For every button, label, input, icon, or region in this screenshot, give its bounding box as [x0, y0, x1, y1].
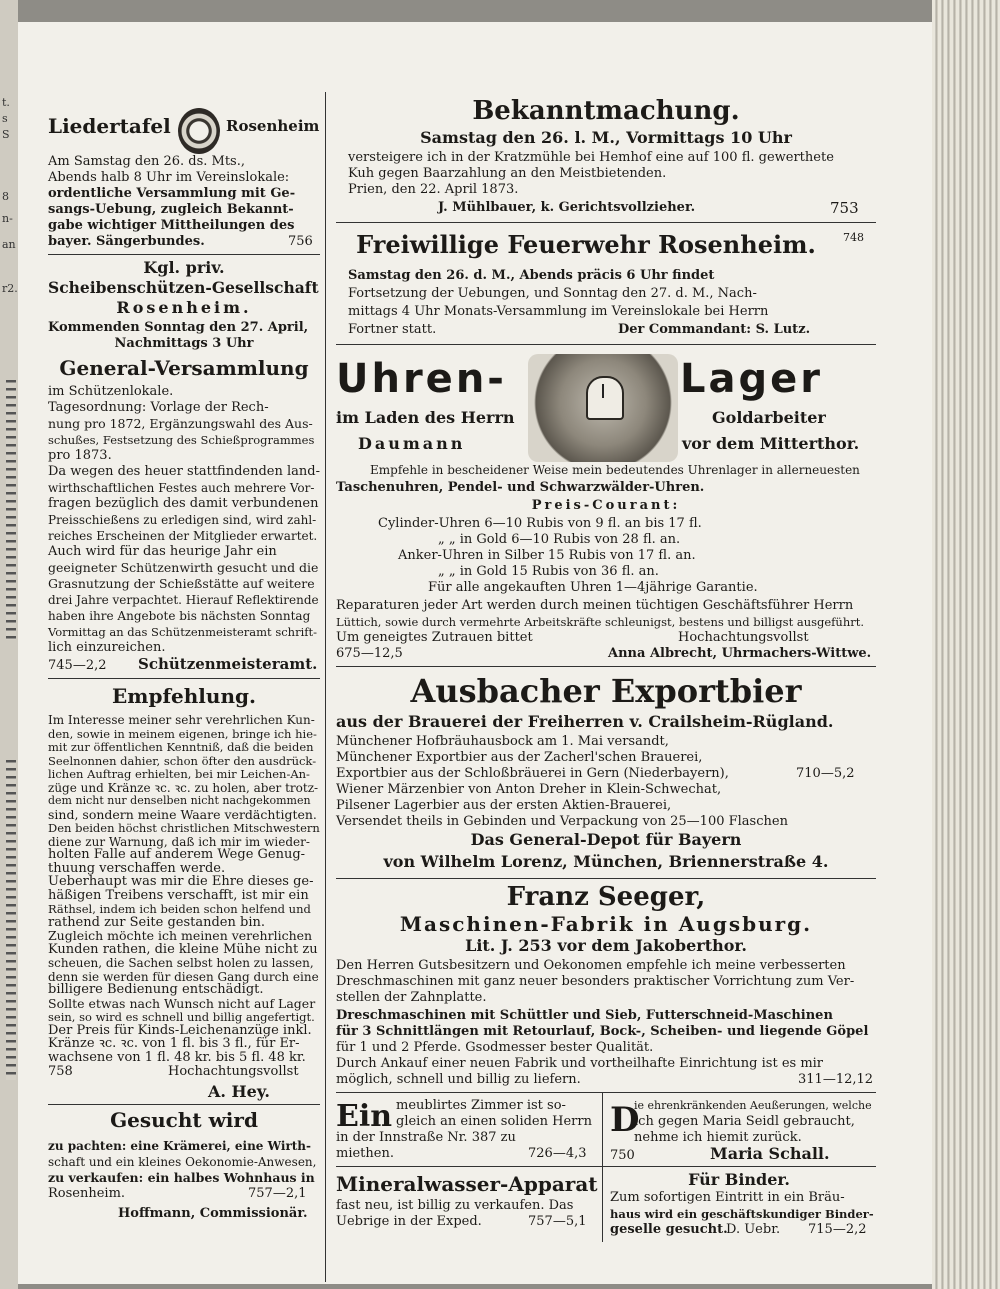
- ad-divider: [336, 222, 876, 223]
- binder-body: Zum sofortigen Eintritt in ein Bräu-: [610, 1190, 845, 1205]
- uhren-intro: Taschenuhren, Pendel- und Schwarzwälder-Uhren.: [336, 480, 705, 495]
- margin-fragment: an: [2, 238, 16, 251]
- body-line: lich einzureichen.: [48, 640, 166, 655]
- ad-number: 748: [843, 231, 864, 244]
- uhren-intro: Empfehle in bescheidener Weise mein bedeutendes Uhrenlager in allerneuesten: [370, 463, 860, 477]
- schuetzen-signature: Schützenmeisteramt.: [138, 655, 318, 673]
- ad-divider: [48, 254, 320, 255]
- body-line: Räthsel, indem ich beiden schon helfend und: [48, 902, 311, 916]
- liedertafel-title-left: Liedertafel: [48, 114, 171, 138]
- zimmer-initial: Ein: [336, 1099, 393, 1134]
- feuerwehr-heading: Freiwillige Feuerwehr Rosenheim.: [356, 230, 816, 259]
- margin-fragment: S: [2, 128, 10, 141]
- uhren-sub: im Laden des Herrn: [336, 408, 515, 427]
- body-line: haben ihre Angebote bis nächsten Sonntag: [48, 609, 311, 623]
- uhren-body: Reparaturen jeder Art werden durch meinen tüchtigen Geschäftsführer Herrn: [336, 598, 854, 613]
- ad-divider: [336, 344, 876, 345]
- seeger-sub: Maschinen-Fabrik in Augsburg.: [399, 912, 813, 936]
- ad-number: 756: [288, 234, 313, 249]
- ad-number: 715—2,2: [808, 1222, 867, 1237]
- uhren-sub: Daumann: [358, 434, 466, 453]
- gesucht-heading: Gesucht wird: [110, 1108, 258, 1132]
- ad-divider: [336, 878, 876, 879]
- body-line: Da wegen des heuer stattfindenden land-: [48, 464, 320, 479]
- body-line: reiches Erscheinen der Mitglieder erwartet.: [48, 529, 318, 543]
- ad-number: 757—2,1: [248, 1186, 307, 1201]
- body-line: sein, so wird es schnell und billig angefertigt.: [48, 1010, 315, 1024]
- margin-fragment: t.: [2, 96, 10, 109]
- exportbier-sub: aus der Brauerei der Freiherren v. Crailsheim-Rügland.: [336, 712, 834, 731]
- uhren-sub: Goldarbeiter: [712, 408, 826, 427]
- body-line: Tagesordnung: Vorlage der Rech-: [48, 400, 269, 415]
- mineralwasser-body: fast neu, ist billig zu verkaufen. Das: [336, 1198, 574, 1213]
- body-line: Den beiden höchst christlichen Mitschwestern: [48, 821, 320, 835]
- liedertafel-title-right: Rosenheim: [226, 117, 320, 135]
- body-line: holten Falle auf anderem Wege Genug-: [48, 847, 306, 862]
- binder-signature: D. Uebr.: [726, 1222, 781, 1237]
- uhren-sub: vor dem Mitterthor.: [682, 434, 860, 453]
- exportbier-line: Exportbier aus der Schloßbräuerei in Gern (Niederbayern),: [336, 766, 729, 781]
- body-line: geeigneter Schützenwirth gesucht und die: [48, 560, 319, 575]
- body-line: pro 1873.: [48, 448, 112, 463]
- schuetzen-line: Kgl. priv.: [143, 258, 225, 277]
- seeger-body: für 1 und 2 Pferde. Gsodmesser bester Qualität.: [336, 1040, 654, 1055]
- liedertafel-line: ordentliche Versammlung mit Ge-: [48, 186, 296, 201]
- liedertafel-line: bayer. Sängerbundes.: [48, 234, 205, 249]
- schall-body: nehme ich hiemit zurück.: [634, 1130, 802, 1145]
- body-line: wachsene von 1 fl. 48 kr. bis 5 fl. 48 kr.: [48, 1049, 306, 1065]
- schall-initial: D: [610, 1100, 640, 1140]
- body-line: im Schützenlokale.: [48, 384, 174, 399]
- exportbier-line: Wiener Märzenbier von Anton Dreher in Klein-Schwechat,: [336, 782, 722, 797]
- ad-divider: [48, 1104, 320, 1105]
- bekanntmachung-heading: Bekanntmachung.: [472, 96, 740, 126]
- feuerwehr-body: Fortsetzung der Uebungen, und Sonntag den 27. d. M., Nach-: [348, 286, 757, 301]
- empfehlung-heading: Empfehlung.: [112, 684, 256, 708]
- margin-fragment: 8: [2, 190, 9, 203]
- ad-number: 311—12,12: [798, 1072, 874, 1087]
- gesucht-line: schaft und ein kleines Oekonomie-Anwesen,: [48, 1155, 317, 1169]
- ad-divider: [602, 1166, 876, 1167]
- margin-table-strip: [6, 380, 16, 640]
- body-line: dem nicht nur denselben nicht nachgekommen: [48, 794, 311, 807]
- exportbier-depot: von Wilhelm Lorenz, München, Briennerstraße 4.: [383, 852, 829, 871]
- book-spine-edge: [932, 0, 1000, 1289]
- ad-divider: [336, 1166, 602, 1167]
- ad-divider: [336, 666, 876, 667]
- margin-fragment: s: [2, 112, 8, 125]
- uhren-body: Um geneigtes Zutrauen bittet: [336, 630, 533, 645]
- zimmer-body: meublirtes Zimmer ist so-: [396, 1098, 566, 1113]
- uhren-price: Anker-Uhren in Silber 15 Rubis von 17 fl. an.: [398, 548, 696, 563]
- seeger-body: für 3 Schnittlängen mit Retourlauf, Bock-, Scheiben- und liegende Göpel: [336, 1024, 869, 1039]
- body-line: Seelnonnen dahier, schon öfter den ausdrück-: [48, 753, 317, 768]
- exportbier-depot: Das General-Depot für Bayern: [470, 830, 742, 849]
- ad-number: 758: [48, 1064, 73, 1079]
- body-line: Grasnutzung der Schießstätte auf weitere: [48, 576, 315, 591]
- binder-heading: Für Binder.: [688, 1170, 790, 1189]
- ad-divider: [48, 678, 320, 679]
- ad-number: 745—2,2: [48, 658, 107, 673]
- body-line: scheuen, die Sachen selbst holen zu lassen,: [48, 956, 314, 970]
- liedertafel-line: gabe wichtiger Mittheilungen des: [48, 218, 295, 233]
- bekanntmachung-line: Samstag den 26. l. M., Vormittags 10 Uhr: [420, 128, 792, 147]
- schuetzen-line: Rosenheim.: [116, 298, 252, 317]
- body-line: Vormittag an das Schützenmeisteramt schrift-: [48, 625, 318, 639]
- liedertafel-line: Am Samstag den 26. ds. Mts.,: [48, 154, 245, 169]
- clock-hand-icon: [602, 384, 604, 398]
- body-line: Ueberhaupt was mir die Ehre dieses ge-: [48, 874, 314, 889]
- schuetzen-heading: General-Versammlung: [59, 356, 309, 380]
- body-line: fragen bezüglich des damit verbundenen: [48, 496, 319, 511]
- bekanntmachung-body: versteigere ich in der Kratzmühle bei Hemhof eine auf 100 fl. gewerthete: [348, 150, 834, 165]
- seeger-body: Durch Ankauf einer neuen Fabrik und vortheilhafte Einrichtung ist es mir: [336, 1056, 824, 1071]
- zimmer-body: in der Innstraße Nr. 387 zu: [336, 1130, 516, 1145]
- body-line: Der Preis für Kinds-Leichenanzüge inkl.: [48, 1022, 312, 1038]
- body-line: schußes, Festsetzung des Schießprogrammes: [48, 433, 315, 447]
- ad-number: 710—5,2: [796, 766, 855, 781]
- seeger-heading: Franz Seeger,: [506, 882, 706, 912]
- uhren-price: Für alle angekauften Uhren 1—4jährige Garantie.: [428, 580, 758, 595]
- exportbier-line: Pilsener Lagerbier aus der ersten Aktien-Brauerei,: [336, 798, 672, 813]
- empfehlung-signature: A. Hey.: [208, 1082, 270, 1101]
- ad-divider: [336, 1092, 876, 1093]
- seeger-body: möglich, schnell und billig zu liefern.: [336, 1072, 581, 1087]
- gesucht-signature: Hoffmann, Commissionär.: [118, 1206, 308, 1221]
- mineralwasser-heading: Mineralwasser-Apparat: [336, 1172, 598, 1196]
- feuerwehr-body: mittags 4 Uhr Monats-Versammlung im Vereinslokale bei Herrn: [348, 304, 769, 319]
- column-divider: [325, 92, 326, 1282]
- body-line: thuung verschaffen werde.: [48, 860, 226, 876]
- margin-fragment: r2.: [2, 282, 18, 295]
- empfehlung-greeting: Hochachtungsvollst: [168, 1064, 299, 1079]
- uhren-preis-heading: Preis-Courant:: [531, 498, 681, 513]
- zimmer-body: gleich an einen soliden Herrn: [396, 1114, 592, 1129]
- exportbier-heading: Ausbacher Exportbier: [410, 672, 802, 710]
- exportbier-line: Münchener Hofbräuhausbock am 1. Mai versandt,: [336, 734, 669, 749]
- margin-fragment: n-: [2, 212, 13, 225]
- bekanntmachung-body: Prien, den 22. April 1873.: [348, 182, 519, 197]
- ad-number: 726—4,3: [528, 1146, 587, 1161]
- body-line: Im Interesse meiner sehr verehrlichen Kun-: [48, 713, 315, 727]
- body-line: drei Jahre verpachtet. Hierauf Reflektirende: [48, 593, 319, 607]
- schuetzen-line: Scheibenschützen-Gesellschaft: [48, 278, 319, 297]
- ad-number: 757—5,1: [528, 1214, 587, 1229]
- liedertafel-line: sangs-Uebung, zugleich Bekannt-: [48, 202, 294, 217]
- schuetzen-line: Kommenden Sonntag den 27. April,: [48, 320, 309, 335]
- uhren-word-right: Lager: [680, 356, 823, 402]
- ad-number: 675—12,5: [336, 646, 403, 661]
- city-crest-icon: [178, 108, 220, 154]
- binder-body: geselle gesucht.: [610, 1222, 728, 1237]
- liedertafel-line: Abends halb 8 Uhr im Vereinslokale:: [48, 170, 290, 185]
- uhren-word-left: Uhren-: [336, 356, 507, 402]
- binder-body: haus wird ein geschäftskundiger Binder-: [610, 1207, 874, 1221]
- clock-illustration-icon: [528, 354, 678, 462]
- uhren-price: „ „ in Gold 15 Rubis von 36 fl. an.: [438, 564, 659, 579]
- body-line: Auch wird für das heurige Jahr ein: [48, 544, 277, 559]
- body-line: den, sowie in meinem eigenen, bringe ich hie-: [48, 726, 317, 741]
- body-line: billigere Bedienung entschädigt.: [48, 982, 264, 997]
- schall-body: ie ehrenkränkenden Aeußerungen, welche: [634, 1099, 872, 1112]
- clock-face-icon: [586, 376, 624, 420]
- newspaper-page: [18, 22, 934, 1284]
- schall-body: ich gegen Maria Seidl gebraucht,: [634, 1114, 855, 1129]
- bekanntmachung-body: Kuh gegen Baarzahlung an den Meistbietenden.: [348, 166, 667, 181]
- body-line: Sollte etwas nach Wunsch nicht auf Lager: [48, 995, 316, 1011]
- body-line: Preisschießens zu erledigen sind, wird zahl-: [48, 513, 317, 527]
- mineralwasser-body: Uebrige in der Exped.: [336, 1214, 482, 1229]
- exportbier-line: Versendet theils in Gebinden und Verpackung von 25—100 Flaschen: [336, 814, 788, 829]
- body-line: Zugleich möchte ich meinen verehrlichen: [48, 928, 313, 943]
- bekanntmachung-signature: J. Mühlbauer, k. Gerichtsvollzieher.: [438, 200, 696, 215]
- body-line: Kränze ꝛc. ꝛc. von 1 fl. bis 3 fl., für Er-: [48, 1036, 300, 1051]
- uhren-body: Lüttich, sowie durch vermehrte Arbeitskräfte schleunigst, bestens und billigst ausgeführt.: [336, 615, 865, 629]
- uhren-price: „ „ in Gold 6—10 Rubis von 28 fl. an.: [438, 532, 681, 547]
- body-line: diene zur Warnung, daß ich mir im wieder-: [48, 834, 310, 849]
- feuerwehr-body: Fortner statt.: [348, 322, 437, 337]
- uhren-greeting: Hochachtungsvollst: [678, 630, 809, 645]
- ad-number: 750: [610, 1148, 635, 1163]
- uhren-price: Cylinder-Uhren 6—10 Rubis von 9 fl. an bis 17 fl.: [378, 516, 702, 531]
- seeger-body: Den Herren Gutsbesitzern und Oekonomen empfehle ich meine verbesserten: [336, 958, 846, 973]
- gesucht-line: zu verkaufen: ein halbes Wohnhaus in: [48, 1170, 315, 1185]
- body-line: sind, sondern meine Waare verdächtigten.: [48, 806, 317, 822]
- body-line: rathend zur Seite gestanden bin.: [48, 914, 265, 930]
- body-line: häßigen Treibens verschafft, ist mir ein: [48, 887, 309, 903]
- body-line: nung pro 1872, Ergänzungswahl des Aus-: [48, 416, 313, 431]
- schuetzen-line: Nachmittags 3 Uhr: [114, 336, 254, 351]
- zimmer-body: miethen.: [336, 1146, 394, 1161]
- margin-table-strip: [6, 760, 16, 1080]
- seeger-body: stellen der Zahnplatte.: [336, 990, 487, 1005]
- uhren-signature: Anna Albrecht, Uhrmachers-Wittwe.: [608, 646, 872, 661]
- seeger-body: Dreschmaschinen mit Schüttler und Sieb, Futterschneid-Maschinen: [336, 1008, 833, 1023]
- column-divider: [602, 1092, 603, 1242]
- body-line: wirthschaftlichen Festes auch mehrere Vor-: [48, 481, 315, 495]
- ad-number: 753: [830, 199, 859, 217]
- schall-signature: Maria Schall.: [710, 1144, 830, 1163]
- gesucht-line: zu pachten: eine Krämerei, eine Wirth-: [48, 1139, 312, 1153]
- seeger-body: Dreschmaschinen mit ganz neuer besonders praktischer Vorrichtung zum Ver-: [336, 974, 855, 989]
- body-line: Kunden rathen, die kleine Mühe nicht zu: [48, 941, 318, 957]
- body-line: züge und Kränze ꝛc. ꝛc. zu holen, aber trotz-: [48, 780, 319, 795]
- seeger-sub: Lit. J. 253 vor dem Jakoberthor.: [465, 936, 747, 955]
- body-line: mit zur öffentlichen Kenntniß, daß die beiden: [48, 740, 314, 754]
- gesucht-line: Rosenheim.: [48, 1186, 126, 1201]
- body-line: denn sie werden für diesen Gang durch eine: [48, 969, 319, 984]
- feuerwehr-signature: Der Commandant: S. Lutz.: [618, 322, 811, 337]
- body-line: lichen Auftrag erhielten, bei mir Leichen-An-: [48, 767, 310, 781]
- feuerwehr-body: Samstag den 26. d. M., Abends präcis 6 Uhr findet: [348, 268, 715, 283]
- exportbier-line: Münchener Exportbier aus der Zacherl'schen Brauerei,: [336, 750, 703, 765]
